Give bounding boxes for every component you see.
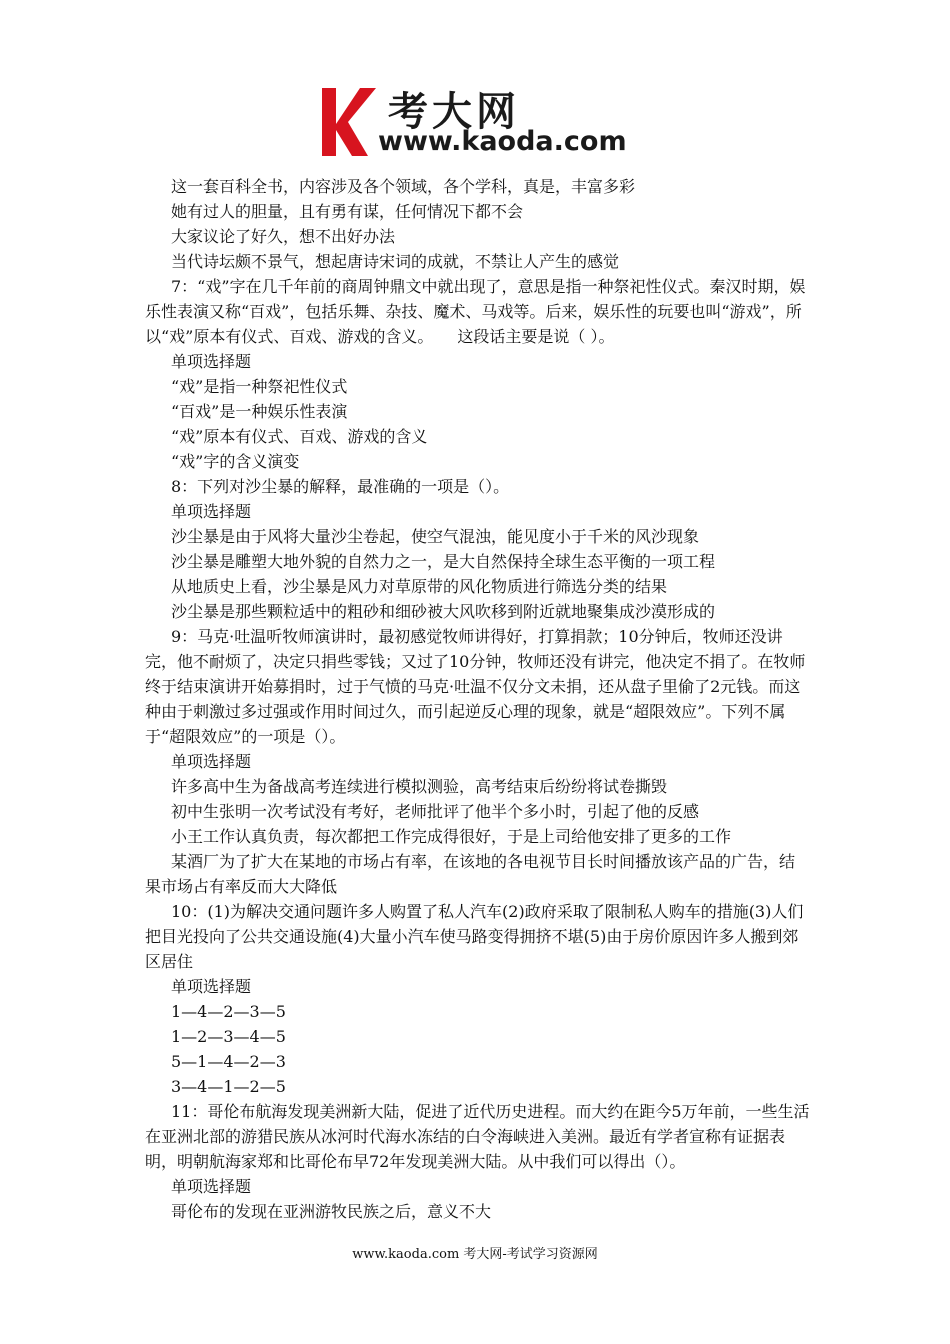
answer-option: 许多高中生为备战高考连续进行模拟测验，高考结束后纷纷将试卷撕毁 — [171, 777, 668, 796]
intro-line: 大家议论了好久，想不出好办法 — [171, 227, 396, 246]
question-stem: 7：“戏”字在几千年前的商周钟鼎文中就出现了，意思是指一种祭祀性仪式。秦汉时期，娱乐性表演又称“百戏”，包括乐舞、杂技、魔术、马戏等。后来，娱乐性的玩要也叫“游戏”，所以“戏”原本有仪式、百戏、游戏的含义。 这段话主要是说（ ）。 — [145, 277, 806, 346]
answer-option: 5—1—4—2—3 — [171, 1052, 286, 1071]
question-type: 单项选择题 — [171, 977, 252, 996]
kaoda-logo — [318, 82, 638, 160]
answer-option: 3—4—1—2—5 — [171, 1077, 286, 1096]
question-type: 单项选择题 — [171, 502, 252, 521]
intro-line: 这一套百科全书，内容涉及各个领域，各个学科，真是，丰富多彩 — [171, 177, 636, 196]
answer-option: 小王工作认真负责，每次都把工作完成得很好，于是上司给他安排了更多的工作 — [171, 827, 732, 846]
logo-url-text: www.kaoda.com — [378, 126, 627, 157]
question-stem: 9：马克·吐温听牧师演讲时，最初感觉牧师讲得好，打算捐款；10分钟后，牧师还没讲完，他不耐烦了，决定只捐些零钱；又过了10分钟，牧师还没有讲完，他决定不捐了。在牧师终于结束演讲开始募捐时，过于气愤的马克·吐温不仅分文未捐，还从盘子里偷了2元钱。而这种由于刺激过多过强或作用时间过久，而引起逆反心理的现象，就是“超限效应”。下列不属于“超限效应”的一项是（）。 — [145, 627, 806, 746]
question-type: 单项选择题 — [171, 752, 252, 771]
logo-chinese-text: 考大网 — [388, 89, 520, 135]
question-stem: 8：下列对沙尘暴的解释，最准确的一项是（）。 — [171, 477, 510, 496]
answer-option: 沙尘暴是雕塑大地外貌的自然力之一，是大自然保持全球生态平衡的一项工程 — [171, 552, 716, 571]
k-logo-icon — [318, 82, 380, 160]
question-type: 单项选择题 — [171, 352, 252, 371]
question-type: 单项选择题 — [171, 1177, 252, 1196]
page-footer: www.kaoda.com 考大网-考试学习资源网 — [352, 1247, 598, 1262]
intro-line: 当代诗坛颇不景气，想起唐诗宋词的成就，不禁让人产生的感觉 — [171, 252, 620, 271]
answer-option: 哥伦布的发现在亚洲游牧民族之后，意义不大 — [171, 1202, 492, 1221]
answer-option: “百戏”是一种娱乐性表演 — [171, 402, 348, 421]
answer-option: 沙尘暴是由于风将大量沙尘卷起，使空气混浊，能见度小于千米的风沙现象 — [171, 527, 700, 546]
answer-option: “戏”是指一种祭祀性仪式 — [171, 377, 348, 396]
intro-line: 她有过人的胆量，且有勇有谋，任何情况下都不会 — [171, 202, 524, 221]
document-body — [145, 174, 810, 1224]
answer-option: 从地质史上看，沙尘暴是风力对草原带的风化物质进行筛选分类的结果 — [171, 577, 668, 596]
question-stem: 11：哥伦布航海发现美洲新大陆，促进了近代历史进程。而大约在距今5万年前，一些生活在亚洲北部的游猎民族从冰河时代海水冻结的白令海峡进入美洲。最近有学者宣称有证据表明，明朝航海家郑和比哥伦布早72年发现美洲大陆。从中我们可以得出（）。 — [145, 1102, 810, 1171]
answer-option: 某酒厂为了扩大在某地的市场占有率，在该地的各电视节目长时间播放该产品的广告，结果市场占有率反而大大降低 — [145, 852, 796, 896]
answer-option: 1—4—2—3—5 — [171, 1002, 286, 1021]
answer-option: 沙尘暴是那些颗粒适中的粗砂和细砂被大风吹移到附近就地聚集成沙漠形成的 — [171, 602, 716, 621]
question-stem: 10：(1)为解决交通问题许多人购置了私人汽车(2)政府采取了限制私人购车的措施(3)人们把目光投向了公共交通设施(4)大量小汽车使马路变得拥挤不堪(5)由于房价原因许多人搬到郊区居住 — [145, 902, 804, 971]
answer-option: “戏”原本有仪式、百戏、游戏的含义 — [171, 427, 428, 446]
answer-option: 1—2—3—4—5 — [171, 1027, 286, 1046]
answer-option: 初中生张明一次考试没有考好，老师批评了他半个多小时，引起了他的反感 — [171, 802, 700, 821]
answer-option: “戏”字的含义演变 — [171, 452, 300, 471]
